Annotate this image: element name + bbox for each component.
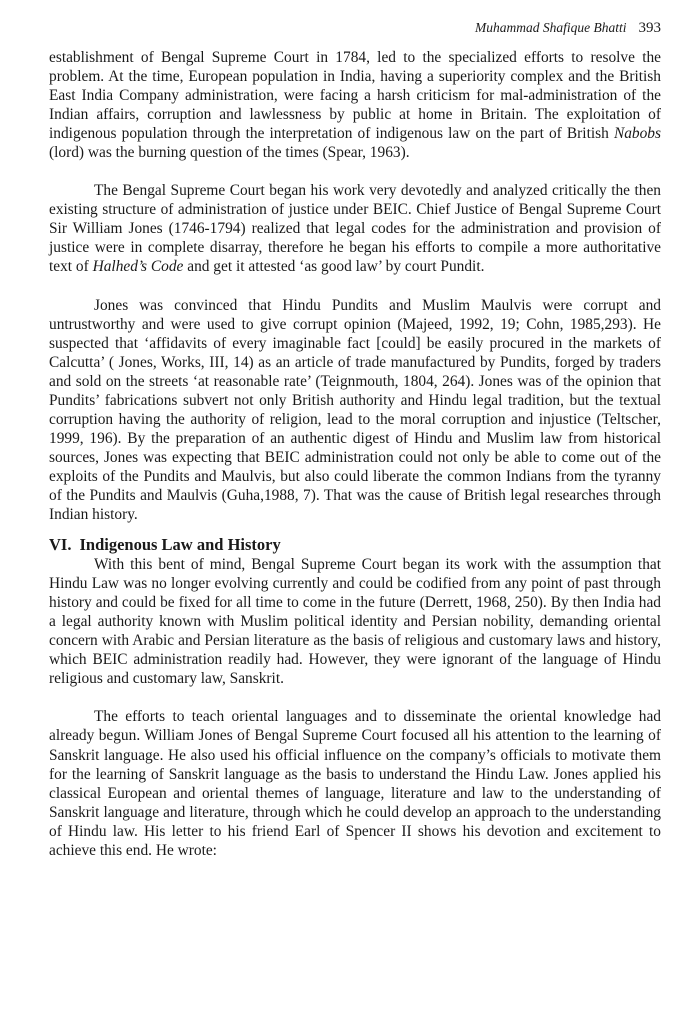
running-head (49, 18, 661, 48)
paragraph-1-end: (lord) was the burning question of the times (Spear, 1963). (49, 144, 410, 162)
paragraph-1-text: establishment of Bengal Supreme Court in 1784, led to the specialized efforts to resolve the problem. At the time, European population in India, having a superiority complex and the British East India Company administration, were facing a harsh criticism for mal-administration of the Indian affairs, corruption and lawlessness by public at home in Britain. The exploitation of indigenous population through the interpretation of indigenous law on the part of British (49, 49, 661, 143)
paragraph-5: The efforts to teach oriental languages and to disseminate the oriental knowledge had already begun. William Jones of Bengal Supreme Court focused all his attention to the learning of Sanskrit language. He also used his official influence on the company’s officials to motivate them for the learning of Sanskrit language as the basis to understand the Hindu Law. Jones applied his classical European and oriental themes of language, literature and law to the understanding of Sanskrit language and literature, through which he could develop an approach to the understanding of Hindu law. His letter to his friend Earl of Spencer II shows his devotion and excitement to achieve this end. He wrote: (49, 708, 661, 859)
page-number: 393 (638, 20, 661, 36)
section-number: VI. (49, 535, 72, 555)
paragraph-gap (49, 162, 661, 181)
paragraph-1 (49, 48, 661, 162)
section-title: Indigenous Law and History (79, 535, 281, 555)
paragraph-2-text: The Bengal Supreme Court began his work very devotedly and analyzed critically the then existing structure of administration of justice under BEIC. Chief Justice of Bengal Supreme Court Sir William Jones (1746-1794) realized that legal codes for the administration and provision of justice were in complete disarray, therefore he began his efforts to compile a more authoritative text of (49, 182, 661, 276)
section-gap (49, 524, 661, 535)
paragraph-gap (49, 688, 661, 707)
paragraph-2-italic: Halhed’s Code (92, 258, 184, 276)
paragraph-1-italic: Nabobs (613, 125, 661, 143)
paragraph-2 (49, 181, 661, 276)
page (49, 18, 661, 998)
running-head-author: Muhammad Shafique Bhatti (475, 20, 627, 35)
paragraph-3: Jones was convinced that Hindu Pundits and Muslim Maulvis were corrupt and untrustworthy and were used to give corrupt opinion (Majeed, 1992, 19; Cohn, 1985,293). He suspected that ‘affidavits of every imaginable fact [could] be easily procured in the markets of Calcutta’ ( Jones, Works, III, 14) as an article of trade manufactured by Pundits, forged by traders and sold on the streets ‘at reasonable rate’ (Teignmouth, 1804, 264). Jones was of the opinion that Pundits’ fabrications subvert not only British authority and Hindu legal tradition, but the textual corruption having the authority of religion, lead to the moral corruption and injustice (Teltscher, 1999, 196). By the preparation of an authentic digest of Hindu and Muslim law from historical sources, Jones was expecting that BEIC administration could not only be able to come out of the exploits of the Pundits and Maulvis, but also could liberate the common Indians from the tyranny of the Pundits and Maulvis (Guha,1988, 7). That was the cause of British legal researches through Indian history. (49, 296, 661, 524)
section-heading (49, 535, 661, 555)
paragraph-4: With this bent of mind, Bengal Supreme Court began its work with the assumption that Hindu Law was no longer evolving currently and could be codified from any point of past through history and could be fixed for all time to come in the future (Derrett, 1968, 250). By then India had a legal authority known with Muslim political identity and Persian nobility, demanding oriental concern with Arabic and Persian literature as the basis of religious and customary laws and history, which BEIC administration readily had. However, they were ignorant of the language of Hindu religious and customary law, Sanskrit. (49, 556, 661, 688)
paragraph-gap (49, 277, 661, 296)
paragraph-2-end: and get it attested ‘as good law’ by court Pundit. (183, 258, 485, 276)
